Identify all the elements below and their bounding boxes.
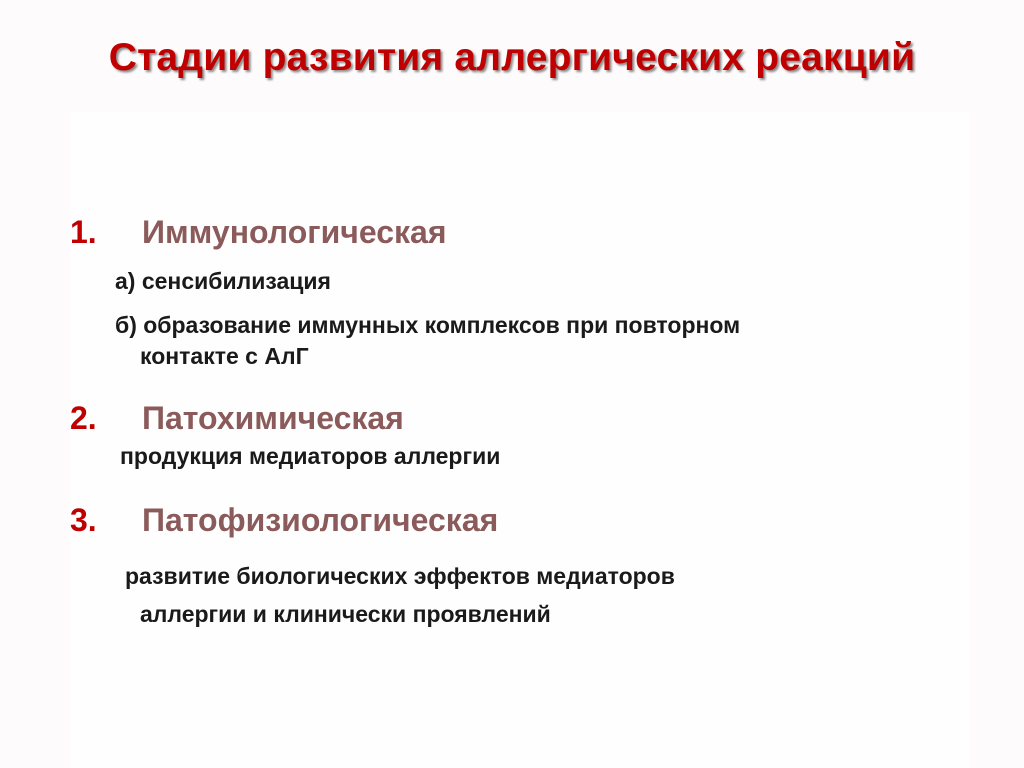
stage-2-name: Патохимическая [142,400,404,436]
stage-3-line-2: аллергии и клинически проявлений [140,601,551,627]
stage-2 [70,400,404,437]
stage-1-number: 1. [70,214,97,250]
stage-2-line: продукция медиаторов аллергии [120,443,501,469]
stage-1 [70,214,446,251]
stage-3-name: Патофизиологическая [142,502,499,538]
stage-2-number: 2. [70,400,97,436]
stage-1-line-b: б) образование иммунных комплексов при повторном [115,312,741,338]
slide-title: Стадии развития аллергических реакций [108,36,916,79]
stage-1-line-b-cont: контакте с АлГ [140,343,309,369]
stage-1-name: Иммунологическая [142,214,447,250]
stage-1-line-a: а) сенсибилизация [115,268,331,294]
stage-3 [70,502,498,539]
slide-content-area [70,112,970,768]
stage-3-line-1: развитие биологических эффектов медиаторов [125,563,675,589]
stage-3-number: 3. [70,502,97,538]
